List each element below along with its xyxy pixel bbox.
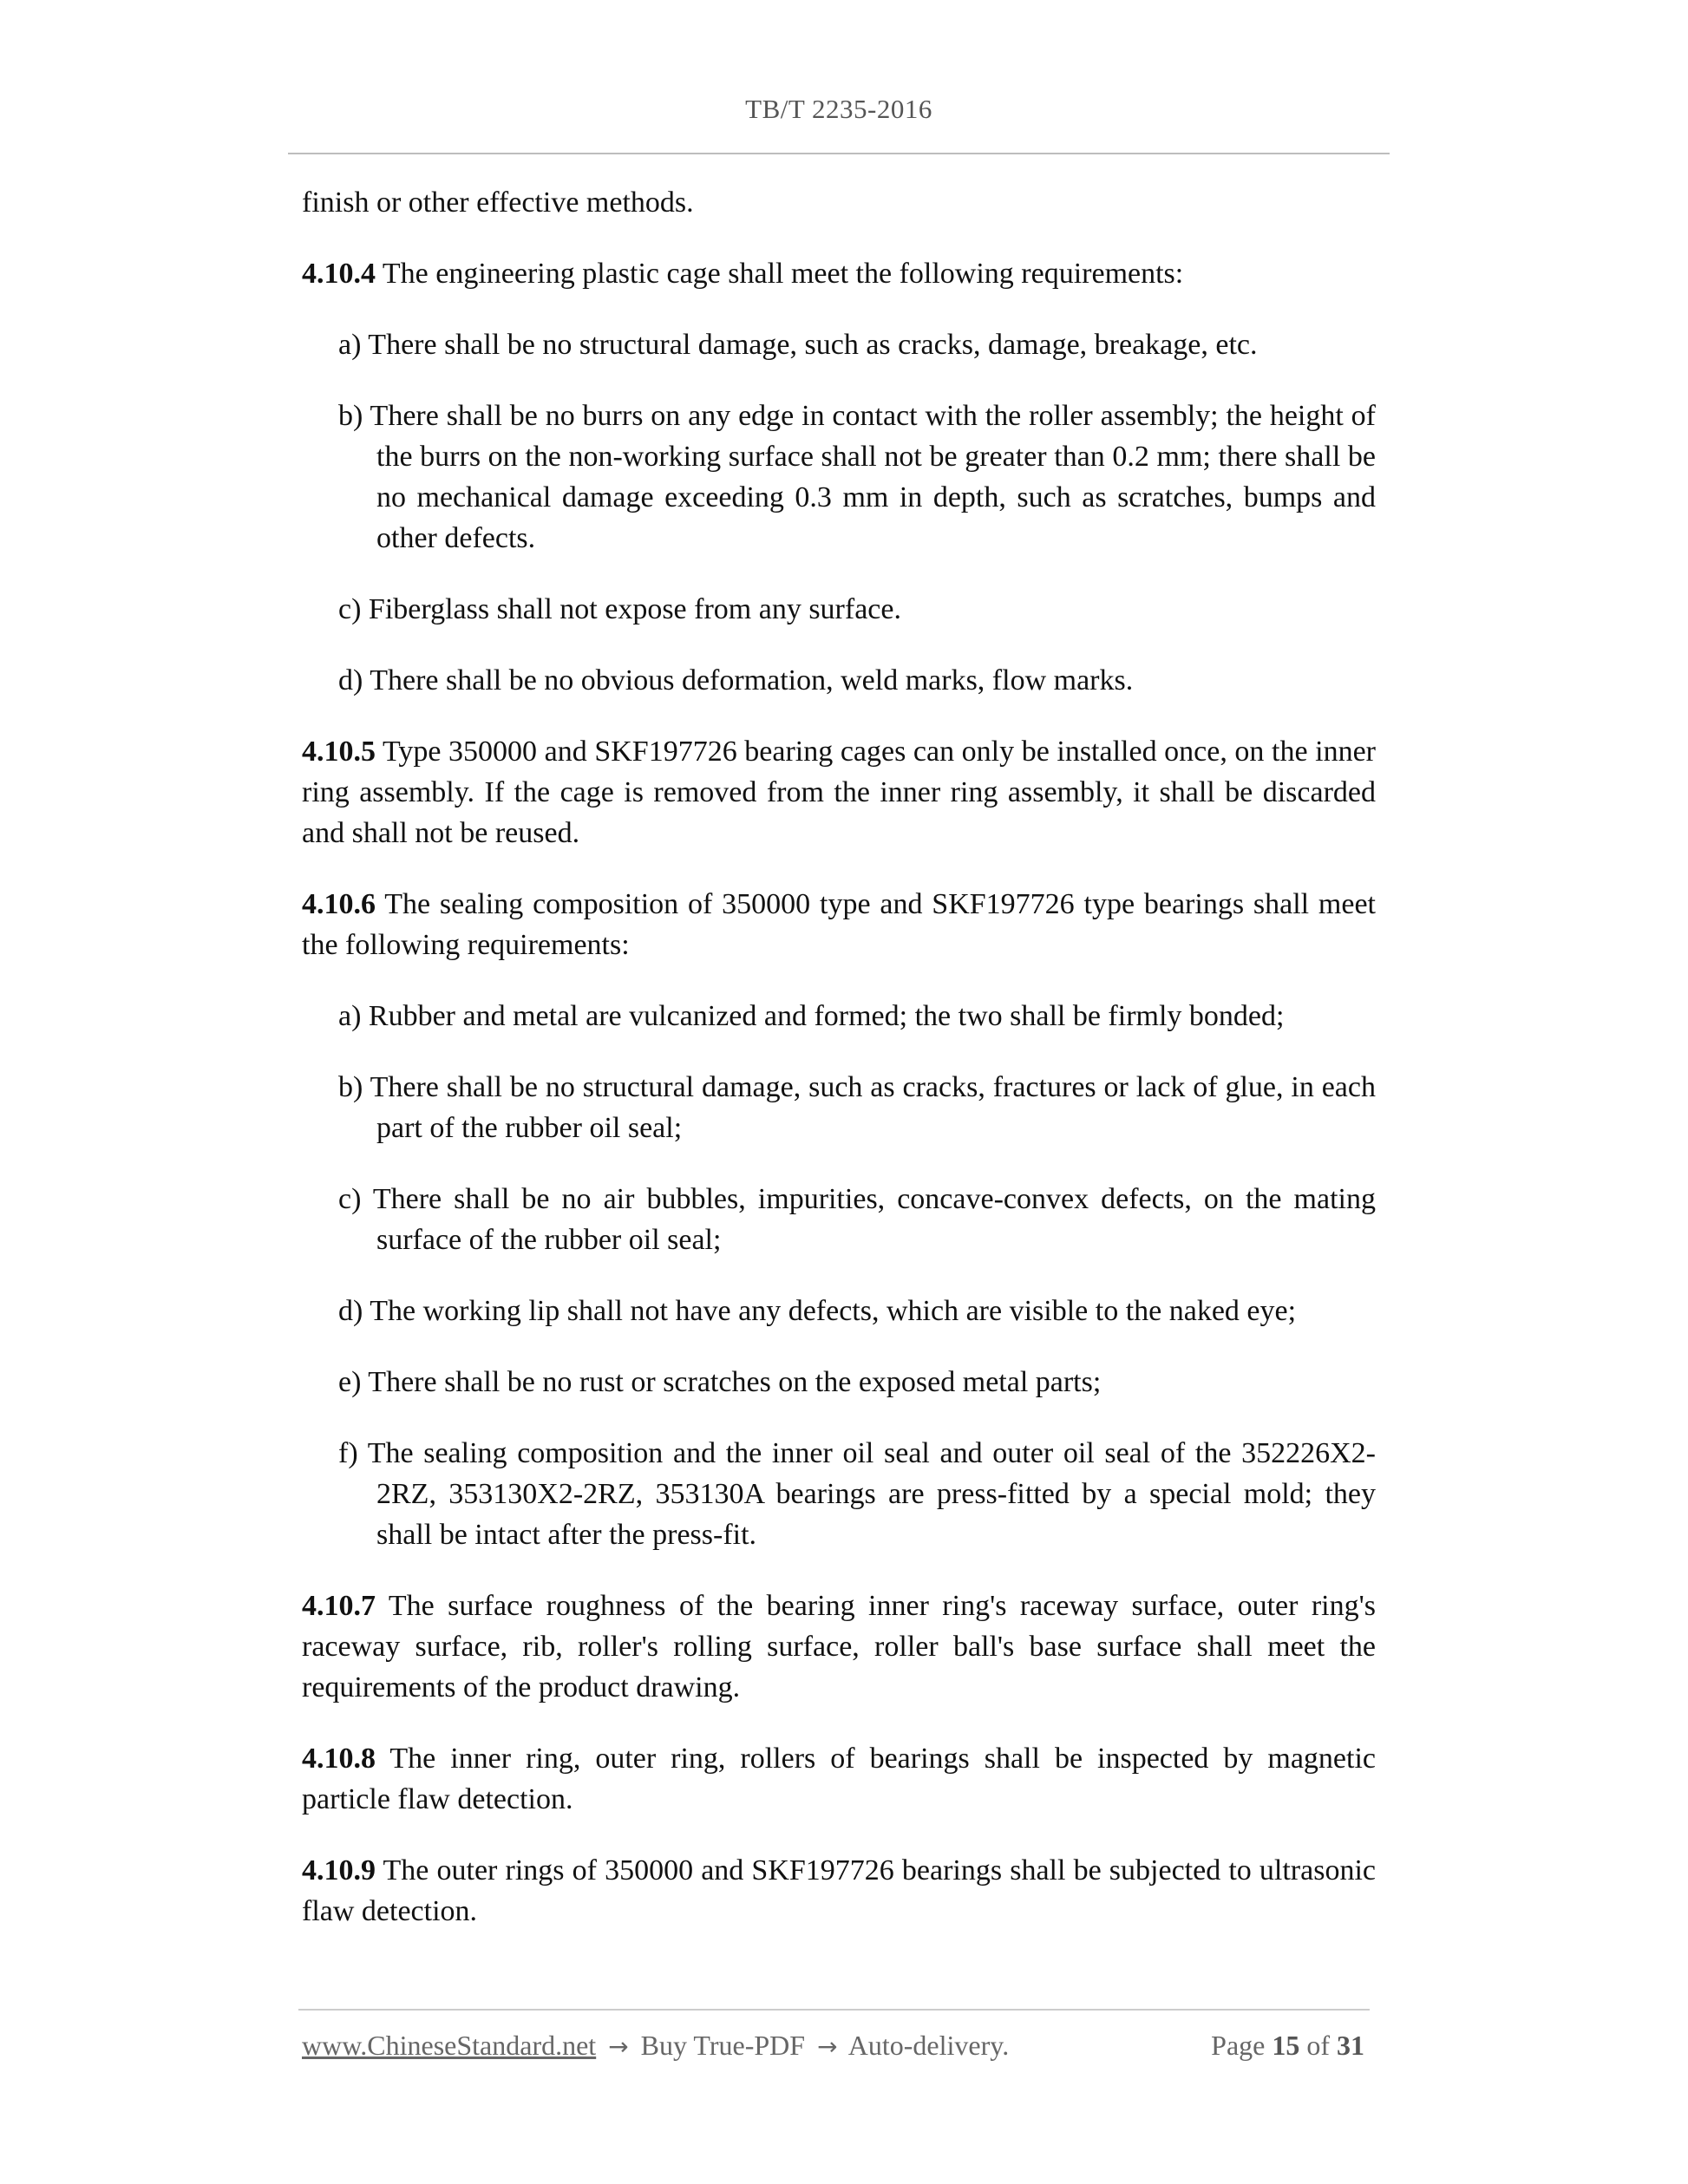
arrow-right-icon: →: [817, 2032, 838, 2061]
header-divider: [288, 153, 1390, 154]
footer-divider: [298, 2009, 1370, 2011]
buy-pdf-text: Buy True-PDF: [640, 2030, 806, 2061]
page-header: [288, 94, 1390, 125]
clause-number: 4.10.9: [302, 1854, 376, 1886]
document-code: TB/T 2235-2016: [745, 94, 932, 124]
list-item: a) There shall be no structural damage, such as cracks, damage, breakage, etc.: [338, 329, 1258, 361]
list-item: a) Rubber and metal are vulcanized and formed; the two shall be firmly bonded;: [338, 1000, 1285, 1032]
clause-text: Type 350000 and SKF197726 bearing cages can only be installed once, on the inner ring assembly. If the cage is removed from the inner ring assembly, it shall be discarded and shall not be reused.: [302, 736, 1376, 849]
list-item: b) There shall be no structural damage, such as cracks, fractures or lack of glue, in each part of the rubber oil seal;: [338, 1071, 1376, 1144]
clause-4-10-6: [302, 884, 1376, 965]
clause-text: The inner ring, outer ring, rollers of bearings shall be inspected by magnetic particle flaw detection.: [302, 1743, 1376, 1815]
page-label: Page: [1211, 2030, 1266, 2061]
clause-4-10-5: [302, 731, 1376, 853]
clause-4-10-4: [302, 253, 1376, 294]
list-item: c) Fiberglass shall not expose from any surface.: [338, 593, 901, 625]
of-label: of: [1306, 2030, 1330, 2061]
current-page-number: 15: [1272, 2030, 1300, 2061]
arrow-right-icon: →: [608, 2032, 629, 2061]
clause-number: 4.10.5: [302, 736, 376, 768]
document-body: [302, 182, 1376, 1962]
list-item: c) There shall be no air bubbles, impurities, concave-convex defects, on the mating surface of the rubber oil seal;: [338, 1183, 1376, 1256]
list-item: b) There shall be no burrs on any edge in contact with the roller assembly; the height of the burrs on the non-working surface shall not be greater than 0.2 mm; there shall be no mechanical damage exceeding 0.3 mm in depth, such as scratches, bumps and other defects.: [338, 400, 1376, 554]
continuation-paragraph: finish or other effective methods.: [302, 186, 694, 219]
clause-number: 4.10.8: [302, 1743, 376, 1775]
site-link[interactable]: www.ChineseStandard.net: [302, 2030, 597, 2061]
clause-text: The engineering plastic cage shall meet the following requirements:: [382, 258, 1184, 290]
auto-delivery-text: Auto-delivery.: [847, 2030, 1010, 2061]
page-footer: [302, 2026, 1364, 2064]
clause-text: The outer rings of 350000 and SKF197726 bearings shall be subjected to ultrasonic flaw detection.: [302, 1854, 1376, 1927]
footer-promo: [302, 2026, 1009, 2066]
clause-number: 4.10.4: [302, 258, 376, 290]
clause-4-10-8: [302, 1738, 1376, 1820]
list-item: d) There shall be no obvious deformation, weld marks, flow marks.: [338, 664, 1134, 696]
total-page-count: 31: [1337, 2030, 1364, 2061]
clause-text: The sealing composition of 350000 type and SKF197726 type bearings shall meet the following requirements:: [302, 888, 1377, 961]
clause-4-10-7: [302, 1586, 1376, 1708]
clause-text: The surface roughness of the bearing inner ring's raceway surface, outer ring's raceway surface, rib, roller's rolling surface, roller ball's base surface shall meet the requirements of the product drawing.: [302, 1590, 1376, 1703]
list-item: d) The working lip shall not have any defects, which are visible to the naked eye;: [338, 1295, 1297, 1327]
page-indicator: [1211, 2026, 1364, 2064]
list-item: e) There shall be no rust or scratches on the exposed metal parts;: [338, 1366, 1102, 1398]
clause-number: 4.10.6: [302, 888, 376, 920]
list-item: f) The sealing composition and the inner oil seal and outer oil seal of the 352226X2-2RZ, 353130X2-2RZ, 353130A bearings are press-fitted by a special mold; they shall be intact after the press-fit.: [338, 1437, 1376, 1551]
clause-4-10-9: [302, 1850, 1376, 1932]
clause-number: 4.10.7: [302, 1590, 376, 1622]
